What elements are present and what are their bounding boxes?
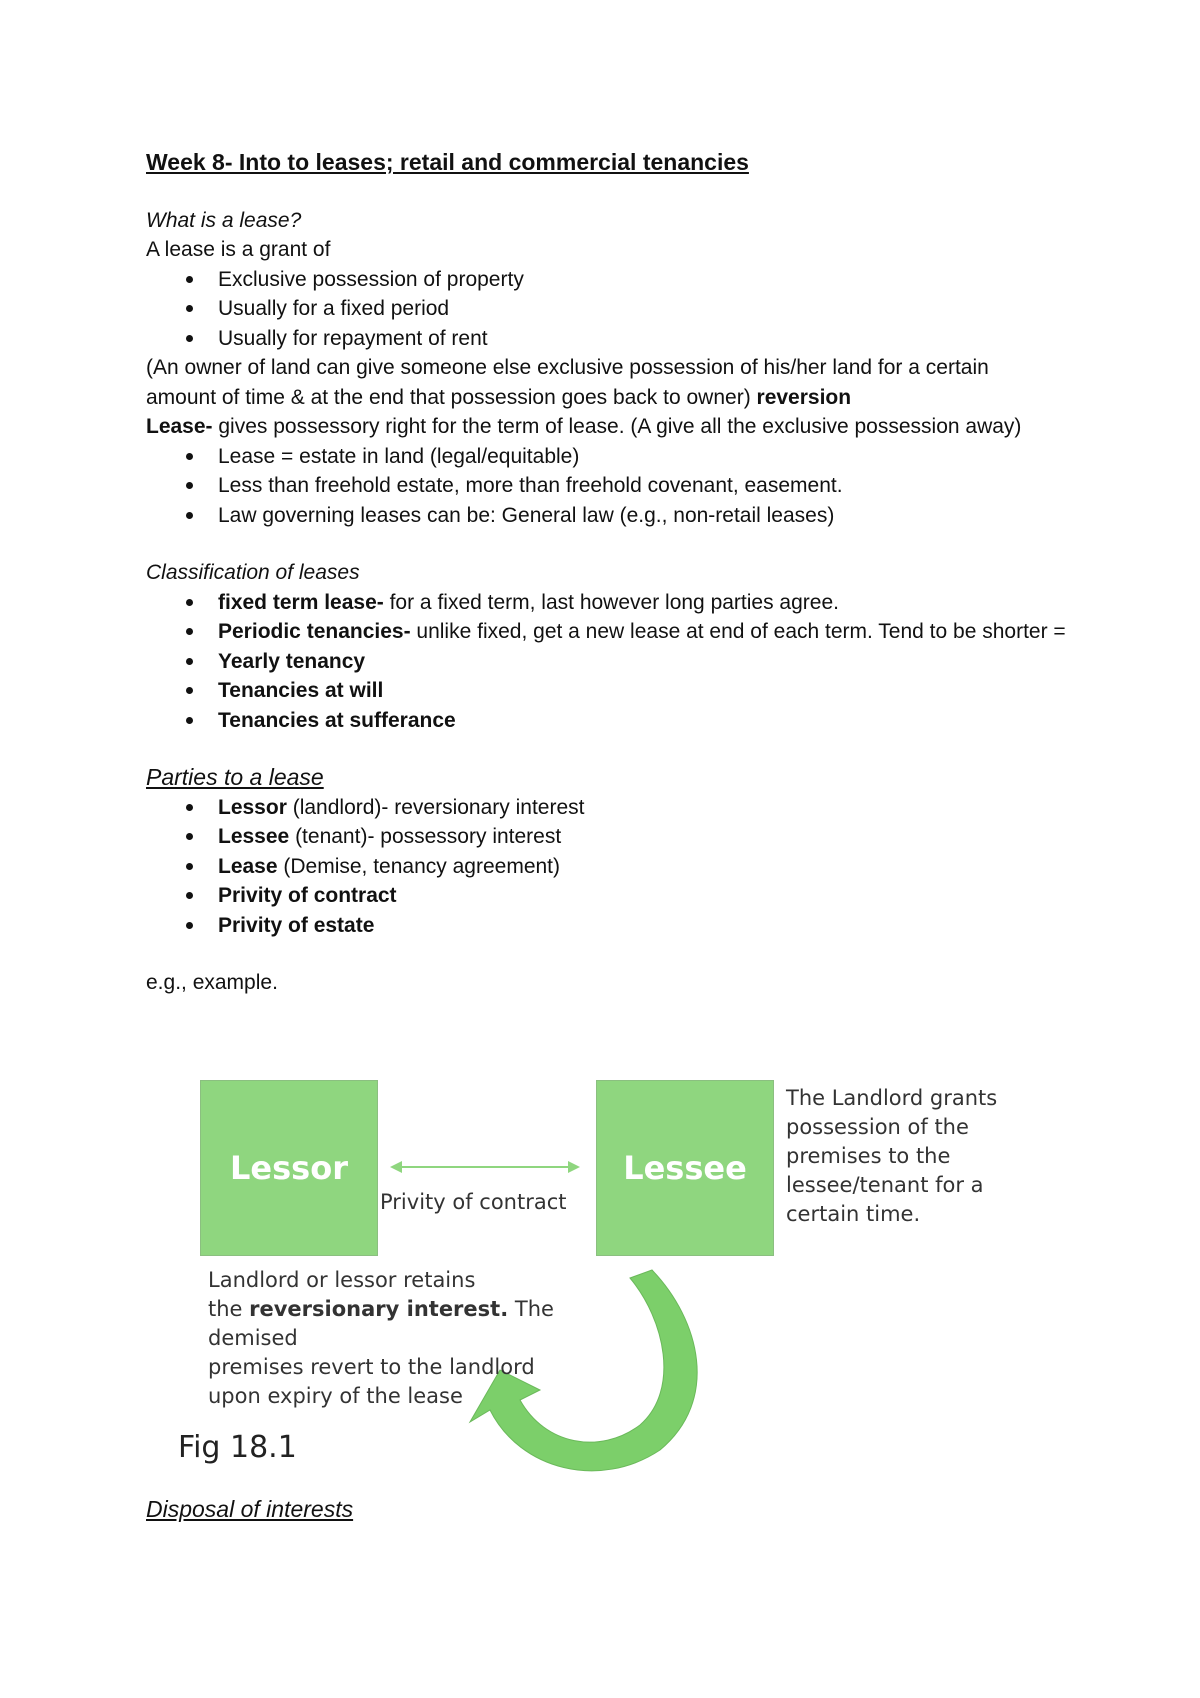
retains-caption: Landlord or lessor retains the reversionary interest. The demised premises revert to the landlord upon expiry of the lease xyxy=(208,1268,554,1408)
list-item: Less than freehold estate, more than freehold covenant, easement. xyxy=(146,471,1106,501)
lease-list xyxy=(146,442,1106,531)
owner-paragraph: (An owner of land can give someone else exclusive possession of his/her land for a certain amount of time & at the end that possession goes back to owner) reversion xyxy=(146,356,989,409)
list-item: Usually for a fixed period xyxy=(146,294,1106,324)
grants-caption: The Landlord grants possession of the premises to the lessee/tenant for a certain time. xyxy=(786,1086,998,1226)
list-item: Yearly tenancy xyxy=(146,647,1106,677)
what-is-lease-heading: What is a lease? xyxy=(146,208,302,232)
lessee-box: Lessee xyxy=(596,1080,774,1256)
list-item: Tenancies at will xyxy=(146,676,1106,706)
parties-heading: Parties to a lease xyxy=(146,764,324,790)
list-item: Exclusive possession of property xyxy=(146,265,1106,295)
lessor-box: Lessor xyxy=(200,1080,378,1256)
figure-label: Fig 18.1 xyxy=(178,1430,297,1465)
grant-list xyxy=(146,265,1106,354)
list-item: Periodic tenancies- unlike fixed, get a new lease at end of each term. Tend to be shorter = xyxy=(146,617,1106,647)
document-title: Week 8- Into to leases; retail and commercial tenancies xyxy=(146,149,749,175)
document-body xyxy=(146,148,1106,998)
list-item: Lessee (tenant)- possessory interest xyxy=(146,822,1106,852)
list-item: Privity of estate xyxy=(146,911,1106,941)
list-item: Lease (Demise, tenancy agreement) xyxy=(146,852,1106,882)
classification-heading: Classification of leases xyxy=(146,561,360,584)
privity-label: Privity of contract xyxy=(380,1190,567,1214)
privity-arrow-left-head xyxy=(390,1161,402,1173)
list-item: Privity of contract xyxy=(146,881,1106,911)
list-item: Tenancies at sufferance xyxy=(146,706,1106,736)
example-text: e.g., example. xyxy=(146,971,278,994)
list-item: Usually for repayment of rent xyxy=(146,324,1106,354)
list-item: Lessor (landlord)- reversionary interest xyxy=(146,793,1106,823)
list-item: Lease = estate in land (legal/equitable) xyxy=(146,442,1106,472)
list-item: Law governing leases can be: General law (e.g., non-retail leases) xyxy=(146,501,1106,531)
list-item: fixed term lease- for a fixed term, last however long parties agree. xyxy=(146,588,1106,618)
privity-arrow-right-head xyxy=(568,1161,580,1173)
parties-list xyxy=(146,793,1106,941)
grant-intro: A lease is a grant of xyxy=(146,238,331,261)
lease-definition: Lease- gives possessory right for the term of lease. (A give all the exclusive possession away) xyxy=(146,415,1022,438)
lease-diagram xyxy=(0,1070,1200,1490)
disposal-heading: Disposal of interests xyxy=(146,1496,354,1522)
classification-list xyxy=(146,588,1106,736)
